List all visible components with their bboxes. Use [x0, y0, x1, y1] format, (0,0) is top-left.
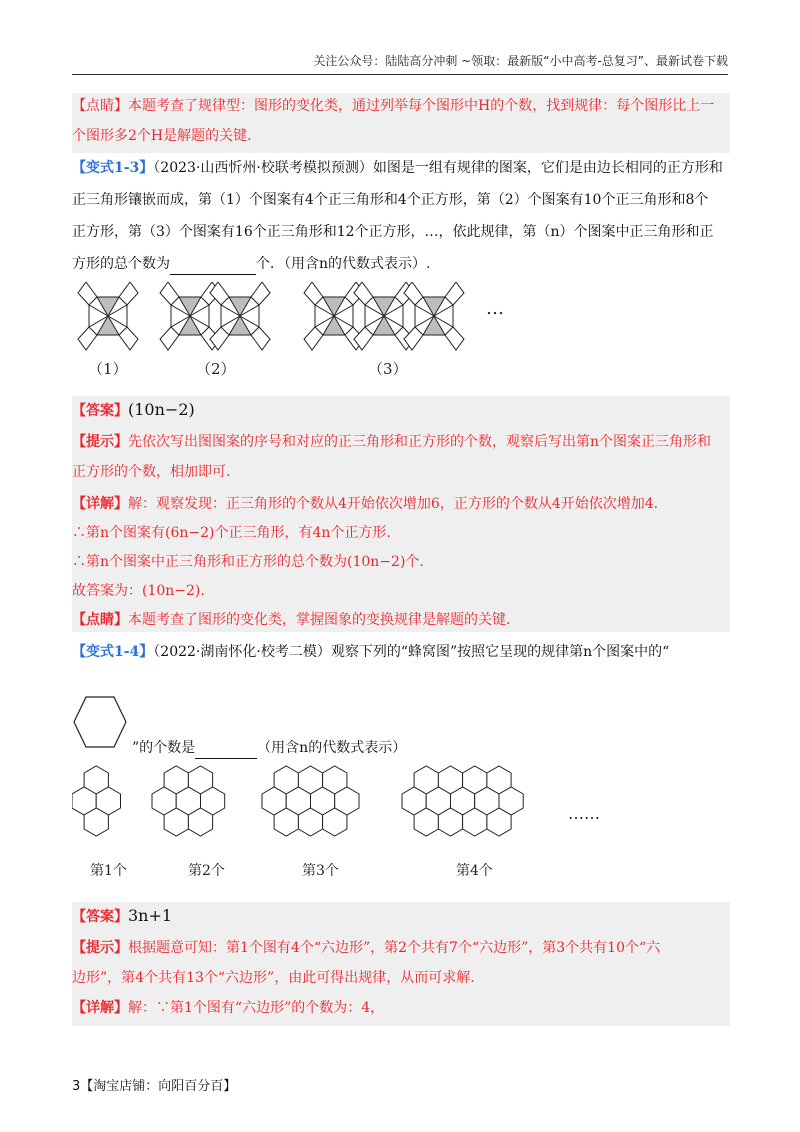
tile-square [160, 327, 179, 350]
page-number: 3 [72, 1079, 81, 1094]
page-footer [72, 1075, 236, 1094]
shop-name: 【淘宝店铺：向阳百分百】 [80, 1079, 237, 1094]
variant-text: （2023·山西忻州·校联考模拟预测）如图是一组有规律的图案，它们是由边长相同的正方形和 [153, 160, 723, 176]
hint-line-1 [72, 432, 711, 452]
hint-tag: 【提示】 [72, 434, 128, 450]
hexagon-icon [72, 694, 128, 750]
figure-label-1: （1） [88, 360, 128, 378]
tile-square [445, 327, 464, 350]
detail-text: 解：观察发现：正三角形的个数从4开始依次增加6，正方形的个数从4开始依次增加4. [128, 496, 659, 512]
hint-text: 先依次写出图图案的序号和对应的正三角形和正方形的个数，观察后写出第n个图案正三角形和 [128, 434, 712, 450]
honeycomb-label-3: 第3个 [302, 863, 339, 879]
variant-text: （2022·湖南怀化·校考二模）观察下列的“蜂窝图”按照它呈现的规律第n个图案中的“ [153, 644, 670, 660]
detail-line-1 [72, 494, 658, 514]
variant-1-4-line-1 [72, 642, 669, 662]
tile-square [119, 282, 138, 305]
answer-tag: 【答案】 [72, 403, 128, 419]
point-line [72, 610, 510, 630]
answer-value: 3n+1 [128, 906, 173, 925]
variant-1-3-line-2: 正三角形镶嵌而成，第（1）个图案有4个正三角形和4个正方形，第（2）个图案有10个正三角形和8个 [72, 192, 709, 208]
question-text-tail: （用含n的代数式表示） [257, 740, 407, 756]
figure-ellipsis: … [486, 298, 504, 319]
point-text-line-2: 个图形多2个H是解题的关键. [72, 128, 252, 144]
question-text-tail: 个．（用含n的代数式表示）. [256, 256, 431, 272]
hint-line-2: 正方形的个数，相加即可. [72, 464, 231, 480]
question-text: 方形的总个数为 [72, 256, 170, 272]
honeycomb-ellipsis: …… [568, 804, 600, 823]
tile-square [78, 282, 97, 305]
variant-1-3-line-4 [72, 254, 430, 275]
tile-square [119, 327, 138, 350]
variant-tag: 【变式1-4】 [72, 644, 154, 660]
tile-square [304, 327, 323, 350]
answer-value: (10n−2) [128, 400, 195, 419]
hint-text: 根据题意可知：第1个图有4个“六边形”，第2个共有7个“六边形”，第3个共有10个“六 [128, 940, 661, 956]
tile-square [251, 327, 270, 350]
answer-line [72, 906, 172, 927]
variant-1-3-line-1 [72, 158, 723, 178]
detail-line-1 [72, 998, 384, 1018]
tile-square [251, 282, 270, 305]
point-text: 本题考查了图形的变化类，掌握图象的变换规律是解题的关键. [128, 612, 511, 628]
honeycomb-label-1: 第1个 [90, 863, 127, 879]
honeycomb-label-2: 第2个 [188, 863, 225, 879]
figure-label-3: （3） [368, 360, 408, 378]
variant-tag: 【变式1-3】 [72, 160, 154, 176]
detail-tag: 【详解】 [72, 496, 128, 512]
answer-tag: 【答案】 [72, 909, 128, 925]
hint-line-2: 边形”，第4个共有13个“六边形”，由此可得出规律，从而可求解. [72, 970, 475, 986]
answer-blank [170, 254, 256, 275]
tile-square [78, 327, 97, 350]
tile-square [160, 282, 179, 305]
question-text: ”的个数是 [132, 740, 196, 756]
detail-text: 解：∵第1个图有“六边形”的个数为：4， [128, 1000, 385, 1016]
figure-label-2: （2） [196, 360, 236, 378]
detail-line-4: 故答案为：(10n−2). [72, 583, 205, 599]
variant-1-3-line-3: 正方形，第（3）个图案有16个正三角形和12个正方形，…，依此规律，第（n）个图案中正三角形和正 [72, 224, 714, 240]
tile-square [304, 282, 323, 305]
hint-line-1 [72, 938, 660, 958]
honeycomb-figure [72, 760, 632, 856]
point-text-line-1: 【点睛】本题考查了规律型：图形的变化类，通过列举每个图形中H的个数，找到规律：每个图形比上一 [72, 98, 715, 114]
detail-line-3: ∴第n个图案中正三角形和正方形的总个数为(10n−2)个. [72, 554, 424, 570]
hint-tag: 【提示】 [72, 940, 128, 956]
tessellation-figure [72, 282, 512, 352]
answer-blank [195, 738, 257, 759]
variant-1-4-line-2 [132, 738, 406, 759]
answer-line [72, 400, 195, 421]
tile-square [445, 282, 464, 305]
detail-tag: 【详解】 [72, 1000, 128, 1016]
point-tag: 【点睛】 [72, 612, 128, 628]
honeycomb-label-4: 第4个 [456, 863, 493, 879]
page-header: 关注公众号：陆陆高分冲刺 ~领取：最新版“小中高考-总复习”、最新试卷下载 [72, 52, 728, 75]
detail-line-2: ∴第n个图案有(6n−2)个正三角形，有4n个正方形. [72, 525, 391, 541]
